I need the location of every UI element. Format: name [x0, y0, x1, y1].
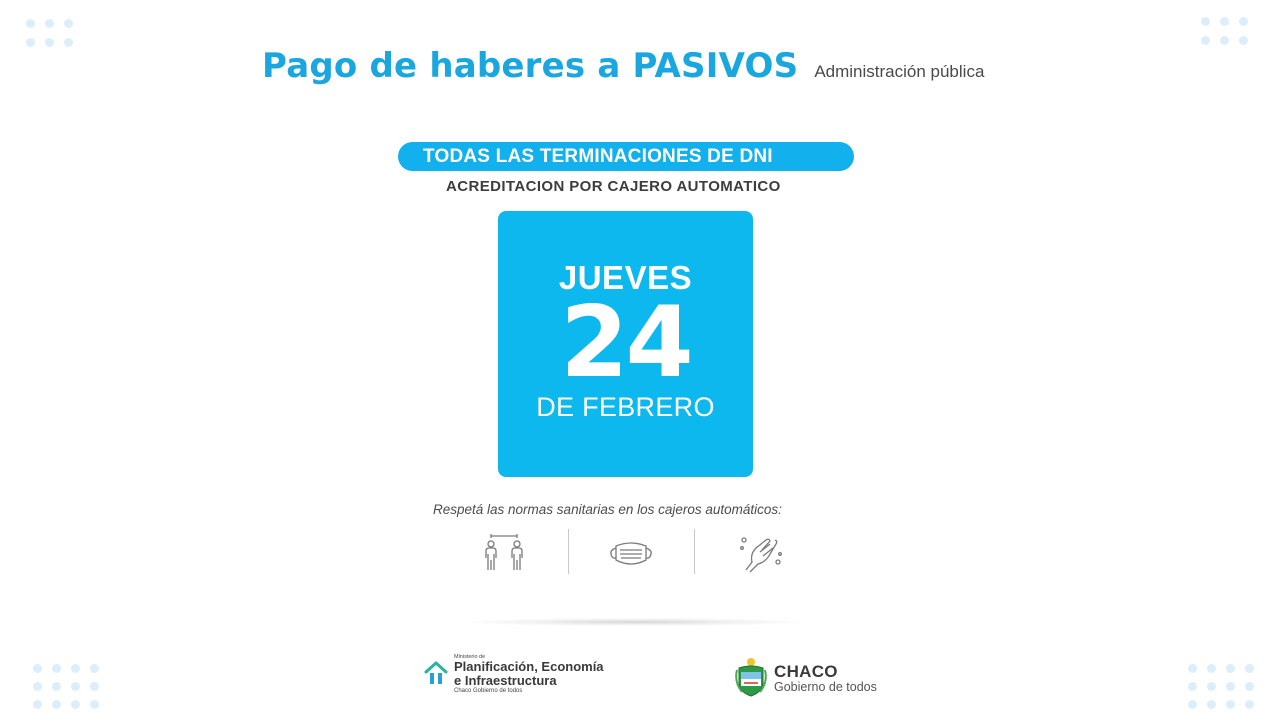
decorative-dots-top-left: [26, 19, 73, 47]
decorative-dot: [71, 682, 80, 691]
decorative-dot: [1207, 682, 1216, 691]
house-logo-icon: [424, 660, 448, 686]
decorative-dot: [1226, 700, 1235, 709]
dni-pill: TODAS LAS TERMINACIONES DE DNI: [398, 142, 854, 171]
decorative-dot: [45, 19, 54, 28]
decorative-dot: [1245, 700, 1254, 709]
decorative-dot: [64, 19, 73, 28]
decorative-dot: [1220, 36, 1229, 45]
decorative-dot: [1245, 664, 1254, 673]
page-title: Pago de haberes a PASIVOS: [262, 46, 799, 86]
decorative-dot: [45, 38, 54, 47]
sanitary-icons: [444, 529, 824, 575]
date-box: [498, 211, 753, 477]
chaco-shield-icon: [734, 656, 768, 698]
decorative-dots-bottom-right: [1188, 664, 1254, 709]
decorative-dot: [1226, 664, 1235, 673]
decorative-dot: [52, 664, 61, 673]
decorative-dot: [71, 700, 80, 709]
chaco-logo: [734, 656, 894, 698]
decorative-dot: [1188, 700, 1197, 709]
decorative-dot: [1201, 17, 1210, 26]
decorative-dot: [33, 664, 42, 673]
ministry-name-line2: e Infraestructura: [454, 672, 557, 688]
decorative-dot: [90, 682, 99, 691]
decorative-dot: [1226, 682, 1235, 691]
icon-separator: [568, 529, 569, 574]
decorative-dot: [26, 38, 35, 47]
social-distance-icon: [479, 532, 529, 574]
chaco-name: CHACO: [774, 662, 838, 681]
decorative-dot: [52, 700, 61, 709]
sanitary-norms-text: Respetá las normas sanitarias en los cajeros automáticos:: [433, 502, 782, 517]
face-mask-icon: [606, 532, 656, 574]
accreditation-subline: ACREDITACION POR CAJERO AUTOMATICO: [446, 178, 781, 195]
date-number: 24: [560, 286, 691, 400]
ministry-tagline: Chaco Gobierno de todos: [454, 688, 523, 694]
page-subtitle: Administración pública: [814, 62, 985, 81]
header: [262, 46, 984, 86]
decorative-dot: [33, 682, 42, 691]
decorative-dot: [1207, 664, 1216, 673]
icon-separator: [694, 529, 695, 574]
decorative-dot: [64, 38, 73, 47]
date-day: JUEVES: [558, 259, 693, 296]
decorative-dot: [1239, 36, 1248, 45]
decorative-dot: [1239, 17, 1248, 26]
ministry-small-label: Ministerio de: [454, 654, 486, 660]
decorative-dot: [90, 664, 99, 673]
ministry-name-line1: Planificación, Economía: [454, 659, 604, 674]
decorative-dot: [71, 664, 80, 673]
ministry-logo: [424, 654, 624, 694]
decorative-dot: [1245, 682, 1254, 691]
decorative-dot: [52, 682, 61, 691]
decorative-dot: [1220, 17, 1229, 26]
hand-washing-icon: [736, 532, 786, 574]
decorative-dot: [1207, 700, 1216, 709]
decorative-dot: [33, 700, 42, 709]
ministry-name: [454, 660, 654, 687]
decorative-dot: [1201, 36, 1210, 45]
decorative-dot: [1188, 664, 1197, 673]
date-month: DE FEBRERO: [536, 392, 715, 422]
decorative-dots-top-right: [1201, 17, 1248, 45]
decorative-dots-bottom-left: [33, 664, 99, 709]
decorative-dot: [1188, 682, 1197, 691]
divider-shadow: [470, 618, 800, 626]
decorative-dot: [90, 700, 99, 709]
chaco-tagline: Gobierno de todos: [774, 680, 877, 694]
decorative-dot: [26, 19, 35, 28]
